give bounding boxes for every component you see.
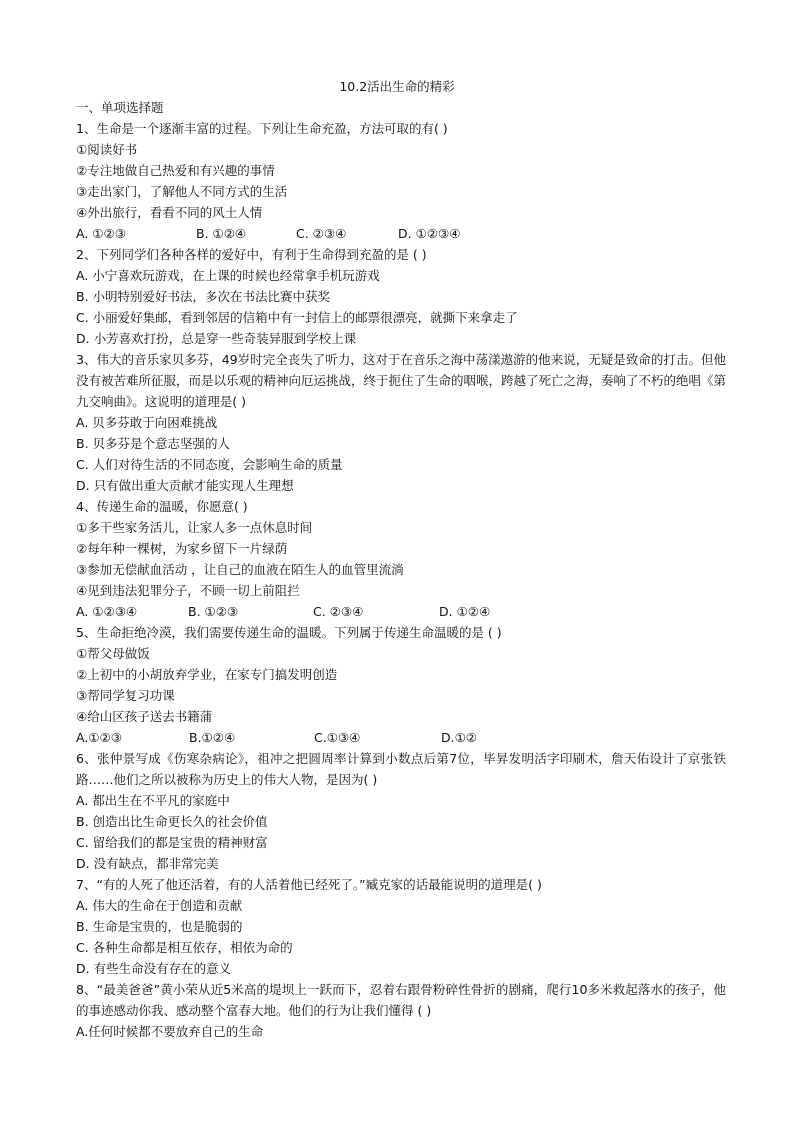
question-5-item: ②上初中的小胡放弃学业，在家专门搞发明创造 — [76, 667, 338, 682]
option-d: D. 小芳喜欢打扮，总是穿一些奇装异服到学校上课 — [76, 331, 357, 346]
option-a: A. ①②③④ — [76, 604, 138, 619]
option-d: D.①② — [441, 730, 478, 745]
option-b: B. 小明特别爱好书法，多次在书法比赛中获奖 — [76, 289, 331, 304]
question-1-item: ①阅读好书 — [76, 142, 138, 157]
question-1-stem: 1、生命是一个逐渐丰富的过程。下列让生命充盈，方法可取的有( ) — [76, 121, 448, 136]
option-a: A. 小宁喜欢玩游戏，在上课的时候也经常拿手机玩游戏 — [76, 268, 380, 283]
option-b: B. 贝多芬是个意志坚强的人 — [76, 436, 231, 451]
option-a: A. 伟大的生命在于创造和贡献 — [76, 898, 243, 913]
question-4-item: ③参加无偿献血活动 ，让自己的血液在陌生人的血管里流淌 — [76, 562, 404, 577]
option-d: D. 有些生命没有存在的意义 — [76, 961, 232, 976]
option-b: B.①②④ — [189, 730, 236, 745]
page-title: 10.2活出生命的精彩 — [339, 79, 455, 94]
option-d: D. 只有做出重大贡献才能实现人生理想 — [76, 478, 294, 493]
section-heading: 一、单项选择题 — [76, 100, 164, 115]
question-4-stem: 4、传递生命的温暖，你愿意( ) — [76, 499, 248, 514]
option-c: C. ②③④ — [313, 604, 364, 619]
option-c: C. 留给我们的都是宝贵的精神财富 — [76, 835, 268, 850]
option-b: B. 创造出比生命更长久的社会价值 — [76, 814, 268, 829]
question-4-item: ①多干些家务活儿，让家人多一点休息时间 — [76, 520, 313, 535]
question-8-stem: 8、“最美爸爸”黄小荣从近5米高的堤坝上一跃而下，忍着右跟骨粉碎性骨折的剧痛，爬行10多米救起落水的孩子，他的事迹感动你我、感动整个富春大地。他们的行为让我们懂得 ( ) — [76, 982, 726, 1018]
question-5-item: ③帮同学复习功课 — [76, 688, 175, 703]
question-3-stem: 3、伟大的音乐家贝多芬，49岁时完全丧失了听力，这对于在音乐之海中荡漾遨游的他来说，无疑是致命的打击。但他没有被苦难所征服，而是以乐观的精神向厄运挑战，终于扼住了生命的咽喉，跨越了死亡之海，奏响了不朽的绝唱《第九交响曲》。这说明的道理是( ) — [76, 352, 727, 409]
option-a: A. 贝多芬敢于向困难挑战 — [76, 415, 218, 430]
option-b: B. ①②④ — [196, 226, 247, 241]
option-d: D. ①②③④ — [398, 226, 461, 241]
option-a: A. ①②③ — [76, 226, 126, 241]
option-a: A.任何时候都不要放弃自己的生命 — [76, 1024, 264, 1039]
question-list — [76, 97, 726, 1042]
option-b: B. 生命是宝贵的，也是脆弱的 — [76, 919, 243, 934]
question-4-item: ④见到违法犯罪分子，不顾一切上前阻拦 — [76, 583, 300, 598]
option-c: C. 各种生命都是相互依存，相依为命的 — [76, 940, 293, 955]
question-7-stem: 7、“有的人死了他还活着，有的人活着他已经死了。”臧克家的话最能说明的道理是( ) — [76, 877, 542, 892]
question-5-options — [76, 727, 726, 748]
question-5-item: ④给山区孩子送去书籍蒲 — [76, 709, 213, 724]
option-a: A. 都出生在不平凡的家庭中 — [76, 793, 230, 808]
question-4-item: ②每年种一棵树，为家乡留下一片绿荫 — [76, 541, 288, 556]
option-c: C. 小丽爱好集邮，看到邻居的信箱中有一封信上的邮票很漂亮，就撕下来拿走了 — [76, 310, 518, 325]
question-4-options — [76, 601, 726, 622]
question-1-options — [76, 223, 726, 244]
question-2-stem: 2、下列同学们各种各样的爱好中，有利于生命得到充盈的是 ( ) — [76, 247, 427, 262]
option-d: D. 没有缺点，都非常完美 — [76, 856, 219, 871]
question-5-stem: 5、生命拒绝冷漠，我们需要传递生命的温暖。下列属于传递生命温暖的是 ( ) — [76, 625, 502, 640]
question-1-item: ④外出旅行，看看不同的风土人情 — [76, 205, 263, 220]
question-6-stem: 6、张仲景写成《伤寒杂病论》，祖冲之把圆周率计算到小数点后第7位，毕昇发明活字印刷术，詹天佑设计了京张铁路……他们之所以被称为历史上的伟大人物，是因为( ) — [76, 751, 726, 787]
option-d: D. ①②④ — [439, 604, 491, 619]
option-c: C.①③④ — [314, 730, 361, 745]
question-5-item: ①帮父母做饭 — [76, 646, 150, 661]
question-1-item: ③走出家门，了解他人不同方式的生活 — [76, 184, 288, 199]
question-1-item: ②专注地做自己热爱和有兴趣的事情 — [76, 163, 275, 178]
option-c: C. ②③④ — [296, 226, 347, 241]
option-b: B. ①②③ — [188, 604, 239, 619]
option-c: C. 人们对待生活的不同态度，会影响生命的质量 — [76, 457, 343, 472]
option-a: A.①②③ — [76, 730, 122, 745]
